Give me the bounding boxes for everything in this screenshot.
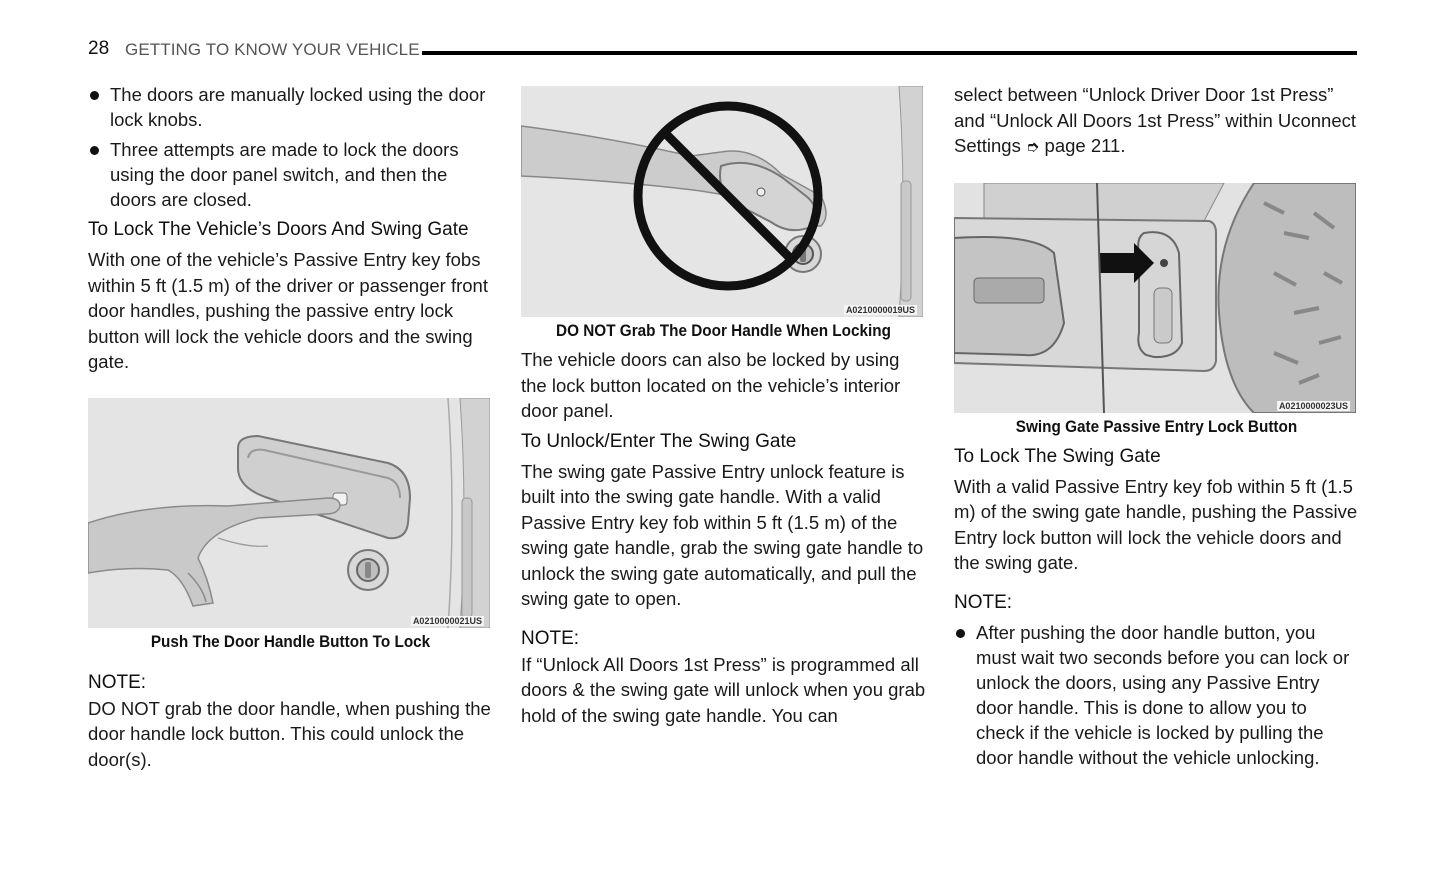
door-handle-push-illustration (88, 398, 490, 628)
figure-code: A0210000019US (845, 305, 915, 315)
figure-code: A0210000023US (1278, 400, 1348, 411)
figure-code: A0210000021US (412, 615, 482, 626)
bullet-item: The doors are manually locked using the door lock knobs. (88, 82, 493, 132)
section-title: GETTING TO KNOW YOUR VEHICLE (125, 40, 420, 59)
continued-paragraph: select between “Unlock Driver Door 1st Press” and “Unlock All Doors 1st Press” within Uconnect Settings ➮ page 211. (954, 84, 1357, 156)
bullet-item: Three attempts are made to lock the doors using the door panel switch, and then the doors are closed. (88, 137, 493, 212)
body-paragraph: The vehicle doors can also be locked by using the lock button located on the vehicle’s interior door panel. (521, 349, 901, 421)
page-reference-arrow-icon: ➮ (1026, 139, 1040, 156)
body-paragraph: The swing gate Passive Entry unlock feature is built into the swing gate handle. With a valid Passive Entry key fob within 5 ft (1.5 m) of the swing gate handle, grab the swing gate handle to unlock the swing gate automatically, and pull the swing gate to open. (521, 460, 924, 609)
section-heading: To Lock The Vehicle’s Doors And Swing Gate (88, 219, 469, 240)
section-heading: To Unlock/Enter The Swing Gate (521, 430, 797, 452)
column-left (88, 82, 493, 772)
header-rule (422, 51, 1357, 55)
note-label: NOTE: (521, 627, 580, 649)
do-not-grab-illustration (521, 86, 923, 317)
note-text: DO NOT grab the door handle, when pushing the door handle lock button. This could unlock the door(s). (88, 697, 491, 770)
bullet-dot-icon (90, 91, 99, 100)
body-paragraph: With a valid Passive Entry key fob within 5 ft (1.5 m) of the swing gate handle, pushing the Passive Entry lock button will lock the vehicle doors and the swing gate. (954, 475, 1358, 573)
figure-caption: DO NOT Grab The Door Handle When Locking (556, 321, 891, 340)
figure-caption: Push The Door Handle Button To Lock (150, 631, 431, 651)
page-header (88, 38, 1358, 62)
bullet-item: After pushing the door handle button, you must wait two seconds before you can lock or unlock the doors, using any Passive Entry door handle. This is done to allow you to check if the vehicle is locked by pulling the door handle without the vehicle unlocking. (954, 620, 1359, 770)
body-paragraph: With one of the vehicle’s Passive Entry key fobs within 5 ft (1.5 m) of the driver or passenger front door handles, pushing the passive entry lock button will lock the vehicle doors and the swing gate. (88, 249, 488, 372)
section-heading: To Lock The Swing Gate (954, 445, 1161, 467)
column-right (954, 82, 1359, 770)
note-label: NOTE: (88, 671, 147, 693)
note-label: NOTE: (954, 591, 1013, 613)
note-text: If “Unlock All Doors 1st Press” is programmed all doors & the swing gate will unlock when you grab hold of the swing gate handle. You can (521, 653, 926, 726)
figure-caption: Swing Gate Passive Entry Lock Button (1015, 416, 1298, 436)
bullet-dot-icon (956, 629, 965, 638)
page-reference-link[interactable]: page 211. (1044, 135, 1126, 156)
page-number: 28 (88, 38, 110, 59)
column-middle (521, 86, 926, 728)
bullet-dot-icon (90, 146, 99, 155)
swing-gate-button-illustration (954, 183, 1356, 413)
figure-push-handle-button (88, 398, 490, 628)
figure-do-not-grab (521, 86, 923, 317)
figure-swing-gate-button (954, 183, 1356, 413)
